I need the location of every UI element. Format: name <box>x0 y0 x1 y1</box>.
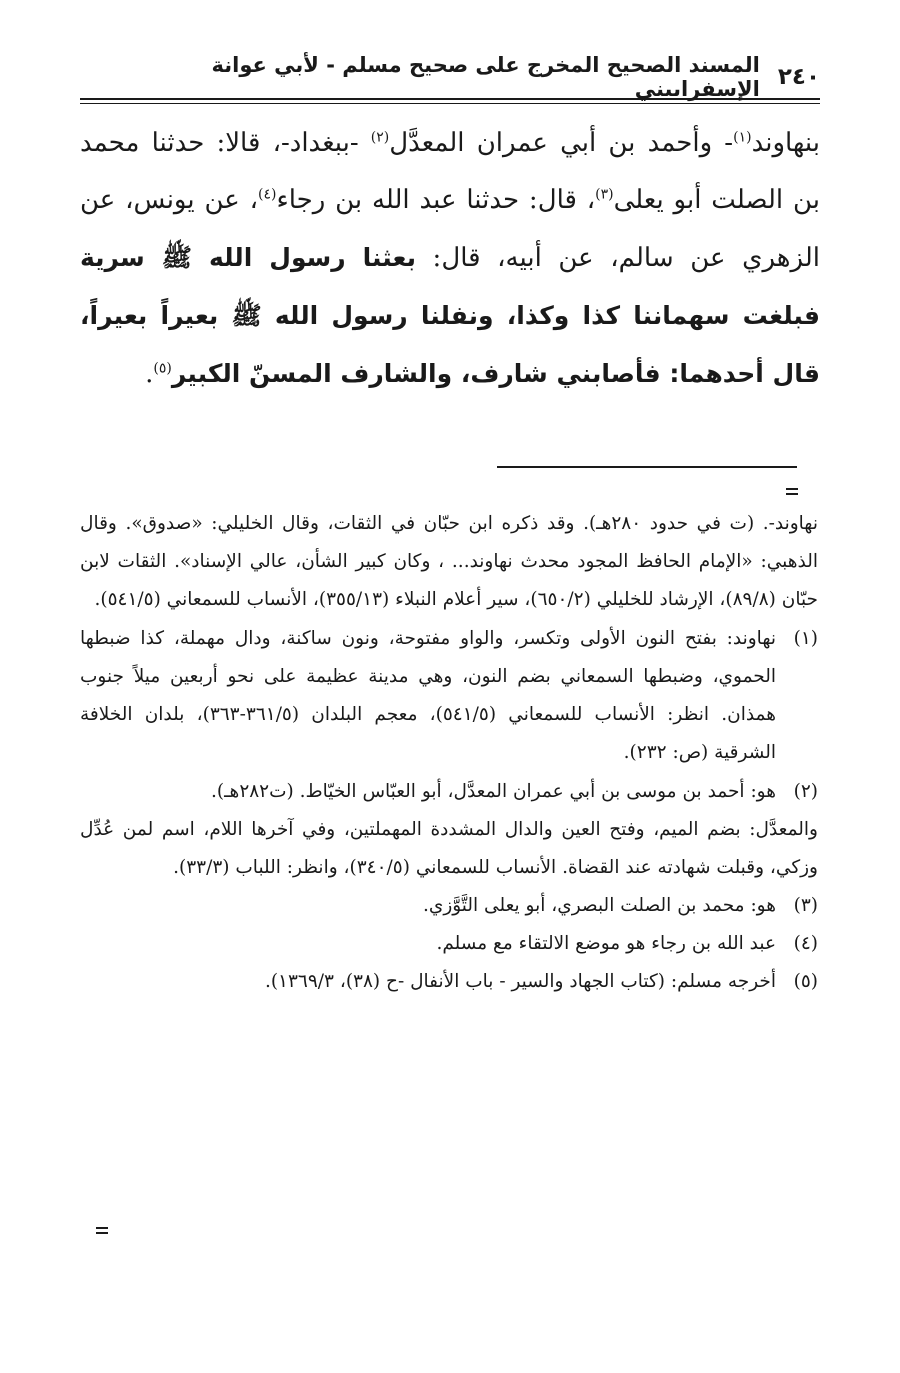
footnote-4 <box>80 925 818 963</box>
footnote-ref-1: (١) <box>733 129 752 146</box>
footnote-separator <box>497 466 797 468</box>
book-title: المسند الصحيح المخرج على صحيح مسلم - لأبي عوانة الإسفراييني <box>211 53 760 101</box>
footnote-text: نهاوند: بفتح النون الأولى وتكسر، والواو مفتوحة، ونون ساكنة، ودال مهملة، كذا ضبطها الحموي، وضبطها السمعاني بضم النون، وهي مدينة عظيمة على نحو أربعين ميلاً جنوب همذان. انظر: الأنساب للسمعاني (٥٤١/٥)، معجم البلدان (٣٦١/٥-٣٦٣)، بلدان الخلافة الشرقية (ص: ٢٣٢). <box>80 628 777 763</box>
text-segment: بنهاوند <box>751 128 820 158</box>
footnotes <box>80 505 818 1001</box>
text-segment: -ببغداد-، قالا: حدثنا محمد بن الصلت أبو يعلى <box>80 128 820 215</box>
running-header <box>80 53 820 101</box>
footnote-3 <box>80 887 818 925</box>
text-segment: . <box>145 359 154 389</box>
footnote-1 <box>80 620 818 772</box>
footnote-2-extra: والمعدَّل: بضم الميم، وفتح العين والدال المشددة المهملتين، وفي آخرها اللام، اسم لمن عُدِّل وزكي، وقبلت شهادته عند القضاة. الأنساب للسمعاني (٣٤٠/٥)، وانظر: اللباب (٣٣/٣). <box>80 819 818 878</box>
footnote-text: أخرجه مسلم: (كتاب الجهاد والسير - باب الأنفال -ح (٣٨)، ١٣٦٩/٣). <box>264 971 776 992</box>
footnote-text: هو: أحمد بن موسى بن أبي عمران المعدَّل، أبو العبّاس الخيّاط. (ت٢٨٢هـ). <box>211 781 776 802</box>
footnote-ref-5: (٥) <box>153 360 172 377</box>
footnote-number: (١) <box>793 628 818 649</box>
header-rule-thin <box>80 103 820 104</box>
header-rule <box>80 98 820 100</box>
footnote-text: هو: محمد بن الصلت البصري، أبو يعلى التَّوَّزي. <box>422 895 776 916</box>
footnote-number: (٥) <box>793 971 818 992</box>
footnote-number: (٤) <box>793 933 818 954</box>
footnote-2 <box>80 773 818 811</box>
text-segment: ، عن يونس، عن الزهري عن سالم، عن أبيه، قال: <box>80 185 820 273</box>
footnote-ref-4: (٤) <box>258 186 277 203</box>
continuation-mark-bottom <box>96 1227 108 1229</box>
footnote-ref-2: (٢) <box>370 129 390 146</box>
footnote-text: عبد الله بن رجاء هو موضع الالتقاء مع مسلم. <box>436 933 776 954</box>
text-segment: ، قال: حدثنا عبد الله بن رجاء <box>276 185 596 215</box>
continuation-mark-top <box>786 488 798 490</box>
text-segment: - وأحمد بن أبي عمران المعدَّل <box>389 128 734 158</box>
hadith-matn: بعثنا رسول الله ﷺ سرية فبلغت سهماننا كذا وكذا، ونفلنا رسول الله ﷺ بعيراً بعيراً، قال أحدهما: فأصابني شارف، والشارف المسنّ الكبير <box>80 243 820 388</box>
footnote-5 <box>80 963 818 1001</box>
footnote-continuation: نهاوند-. (ت في حدود ٢٨٠هـ). وقد ذكره ابن حبّان في الثقات، وقال الخليلي: «صدوق». وقال الذهبي: «الإمام الحافظ المجود محدث نهاوند... ، وكان كبير الشأن، عالي الإسناد». الثقات لابن حبّان (٨٩/٨)، الإرشاد للخليلي (٦٥٠/٢)، سير أعلام النبلاء (٣٥٥/١٣)، الأنساب للسمعاني (٥٤١/٥). <box>80 513 818 610</box>
footnote-ref-3: (٣) <box>595 186 614 203</box>
footnote-number: (٢) <box>793 781 818 802</box>
footnote-number: (٣) <box>793 895 818 916</box>
hadith-text <box>80 115 820 403</box>
page-number: ٢٤٠ <box>777 64 820 90</box>
